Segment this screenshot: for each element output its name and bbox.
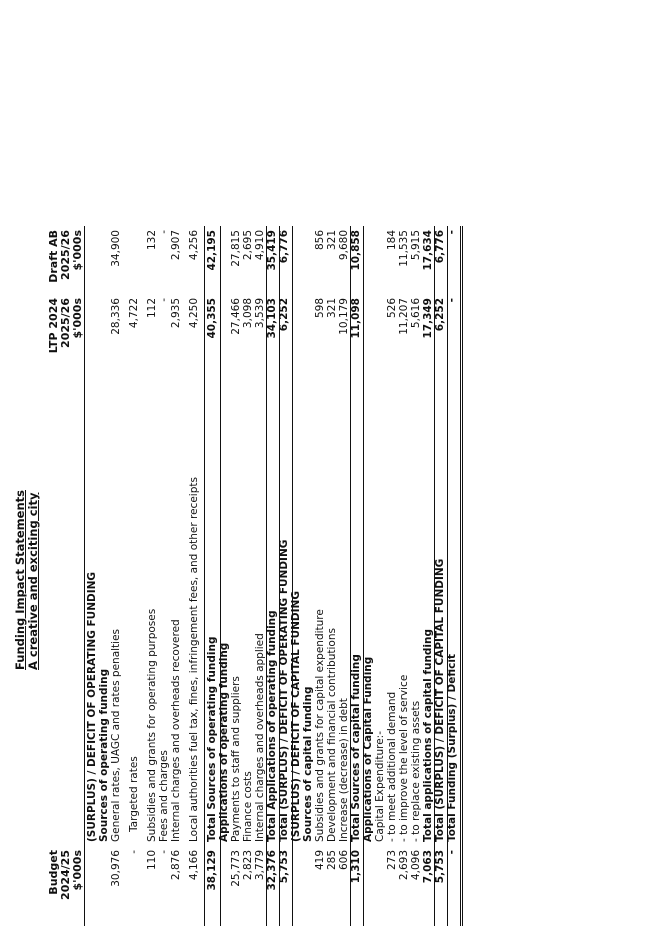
row-value-c1: 38,129 <box>206 850 218 891</box>
page-title: Funding Impact Statements <box>13 490 27 670</box>
row-label: Internal charges and overheads applied <box>254 633 266 842</box>
row-value-c1: 5,753 <box>434 850 446 884</box>
row-value-c1: 110 <box>146 850 158 871</box>
row-value-c2: 3,098 <box>242 298 254 329</box>
row-value-c1: - <box>446 850 458 855</box>
row-value-c2: 2,935 <box>170 298 182 329</box>
row-value-c3: 42,195 <box>206 230 218 271</box>
row-value-c1: 1,310 <box>350 850 362 884</box>
row-value-c2: 526 <box>386 298 398 319</box>
row-value-c1: 419 <box>314 850 326 871</box>
row-label: Capital Expenditure:- <box>374 730 386 842</box>
header-draft-line3: $'000s <box>71 230 84 271</box>
row-value-c3: 5,915 <box>410 230 422 261</box>
row-value-c2: - <box>158 298 170 302</box>
row-label: Total Sources of capital funding <box>350 654 362 842</box>
row-value-c2: 6,252 <box>278 298 290 332</box>
header-ltp-line2: 2025/26 <box>59 298 72 348</box>
row-value-c1: 285 <box>326 850 338 871</box>
row-value-c3: 27,815 <box>230 230 242 267</box>
row-value-c1: 606 <box>338 850 350 871</box>
row-value-c3: 4,910 <box>254 230 266 261</box>
table-rule <box>204 226 205 926</box>
row-label: Local authorities fuel tax, fines, infringement fees, and other receipts <box>188 477 200 842</box>
row-value-c1: 5,753 <box>278 850 290 884</box>
row-label: Total (SURPLUS) / DEFICIT OF CAPITAL FUNDING <box>434 558 446 842</box>
row-value-c3: - <box>446 230 458 235</box>
row-value-c3: 184 <box>386 230 398 251</box>
row-value-c2: 28,336 <box>110 298 122 335</box>
row-label: Total (SURPLUS) / DEFICIT OF OPERATING FUNDING <box>278 539 290 842</box>
row-label: - to meet additional demand <box>386 691 398 842</box>
header-budget-line2: 2024/25 <box>59 850 72 900</box>
row-value-c1: 273 <box>386 850 398 871</box>
row-label: Total Sources of operating funding <box>206 636 218 842</box>
row-value-c2: 11,098 <box>350 298 362 339</box>
row-value-c3: 9,680 <box>338 230 350 261</box>
row-value-c2: 112 <box>146 298 158 319</box>
row-value-c3: 132 <box>146 230 158 251</box>
row-label: Increase (decrease) in debt <box>338 698 350 842</box>
row-value-c1: 2,876 <box>170 850 182 881</box>
table-rule <box>279 226 280 926</box>
row-label: Subsidies and grants for capital expenditure <box>314 609 326 842</box>
row-value-c2: 321 <box>326 298 338 319</box>
row-value-c1: 4,166 <box>188 850 200 881</box>
row-value-c1: 2,823 <box>242 850 254 881</box>
row-value-c1: 25,773 <box>230 850 242 887</box>
row-label: Sources of capital funding <box>302 686 314 842</box>
header-budget-line3: $'000s <box>71 850 84 891</box>
row-value-c2: 17,349 <box>422 298 434 339</box>
page-subtitle: A creative and exciting city <box>26 492 40 670</box>
row-value-c1: 4,096 <box>410 850 422 881</box>
row-value-c2: 10,179 <box>338 298 350 335</box>
row-value-c3: 2,907 <box>170 230 182 261</box>
table-rule <box>460 226 461 926</box>
table-rule <box>434 226 435 926</box>
table-rule <box>447 226 448 926</box>
table-rule <box>84 226 85 926</box>
row-label: Applications of operating funding <box>218 642 230 842</box>
row-value-c2: 27,466 <box>230 298 242 335</box>
header-ltp-line1: LTP 2024 <box>47 298 60 354</box>
row-label: Total applications of capital funding <box>422 628 434 842</box>
row-label: (SURPLUS) / DEFICIT OF CAPITAL FUNDING <box>290 591 302 842</box>
row-value-c3: 6,776 <box>434 230 446 264</box>
row-value-c3: 10,858 <box>350 230 362 271</box>
row-label: General rates, UAGC and rates penalties <box>110 628 122 842</box>
header-draft-line1: Draft AB <box>47 230 60 283</box>
row-label: Subsidies and grants for operating purposes <box>146 608 158 842</box>
row-value-c3: 6,776 <box>278 230 290 264</box>
row-value-c3: 17,634 <box>422 230 434 271</box>
row-value-c1: 32,376 <box>266 850 278 891</box>
row-value-c2: 5,616 <box>410 298 422 329</box>
row-label: Finance costs <box>242 771 254 842</box>
row-value-c2: 3,539 <box>254 298 266 329</box>
row-value-c2: 6,252 <box>434 298 446 332</box>
row-label: Targeted rates <box>128 756 140 832</box>
row-value-c2: - <box>446 298 458 303</box>
table-rule <box>220 226 221 926</box>
row-value-c1: - <box>158 850 170 854</box>
row-value-c2: 598 <box>314 298 326 319</box>
row-label: Payments to staff and suppliers <box>230 676 242 842</box>
row-value-c3: 4,256 <box>188 230 200 261</box>
row-value-c1: 2,693 <box>398 850 410 881</box>
row-value-c3: 856 <box>314 230 326 251</box>
table-rule <box>266 226 267 926</box>
header-budget-line1: Budget <box>47 850 60 895</box>
row-value-c3: - <box>158 230 170 234</box>
table-rule <box>350 226 351 926</box>
row-value-c1: 7,063 <box>422 850 434 884</box>
row-label: Total Applications of operating funding <box>266 610 278 842</box>
row-label: Fees and charges <box>158 750 170 842</box>
row-label: Applications of Capital Funding <box>362 656 374 842</box>
row-label: Sources of operating funding <box>98 668 110 842</box>
row-value-c2: 34,103 <box>266 298 278 339</box>
row-value-c3: 321 <box>326 230 338 251</box>
row-label: (SURPLUS) / DEFICIT OF OPERATING FUNDING <box>86 571 98 842</box>
header-draft-line2: 2025/26 <box>59 230 72 280</box>
header-ltp-line3: $'000s <box>71 298 84 339</box>
row-value-c2: 4,722 <box>128 298 140 329</box>
row-label: Internal charges and overheads recovered <box>170 619 182 842</box>
row-label: - to replace existing assets <box>410 700 422 842</box>
row-value-c2: 40,355 <box>206 298 218 339</box>
row-label: - to improve the level of service <box>398 674 410 842</box>
row-value-c3: 35,419 <box>266 230 278 271</box>
row-value-c2: 4,250 <box>188 298 200 329</box>
row-value-c2: 11,207 <box>398 298 410 335</box>
row-label: Development and financial contributions <box>326 628 338 842</box>
row-label: Total Funding (Surplus) / Deficit <box>446 654 458 842</box>
row-value-c1: - <box>128 850 140 854</box>
row-value-c1: 30,976 <box>110 850 122 887</box>
table-rule <box>292 226 293 926</box>
row-value-c1: 3,779 <box>254 850 266 881</box>
table-rule <box>363 226 364 926</box>
row-value-c3: 11,535 <box>398 230 410 267</box>
row-value-c3: 34,900 <box>110 230 122 267</box>
row-value-c3: 2,695 <box>242 230 254 261</box>
table-rule <box>462 226 463 926</box>
